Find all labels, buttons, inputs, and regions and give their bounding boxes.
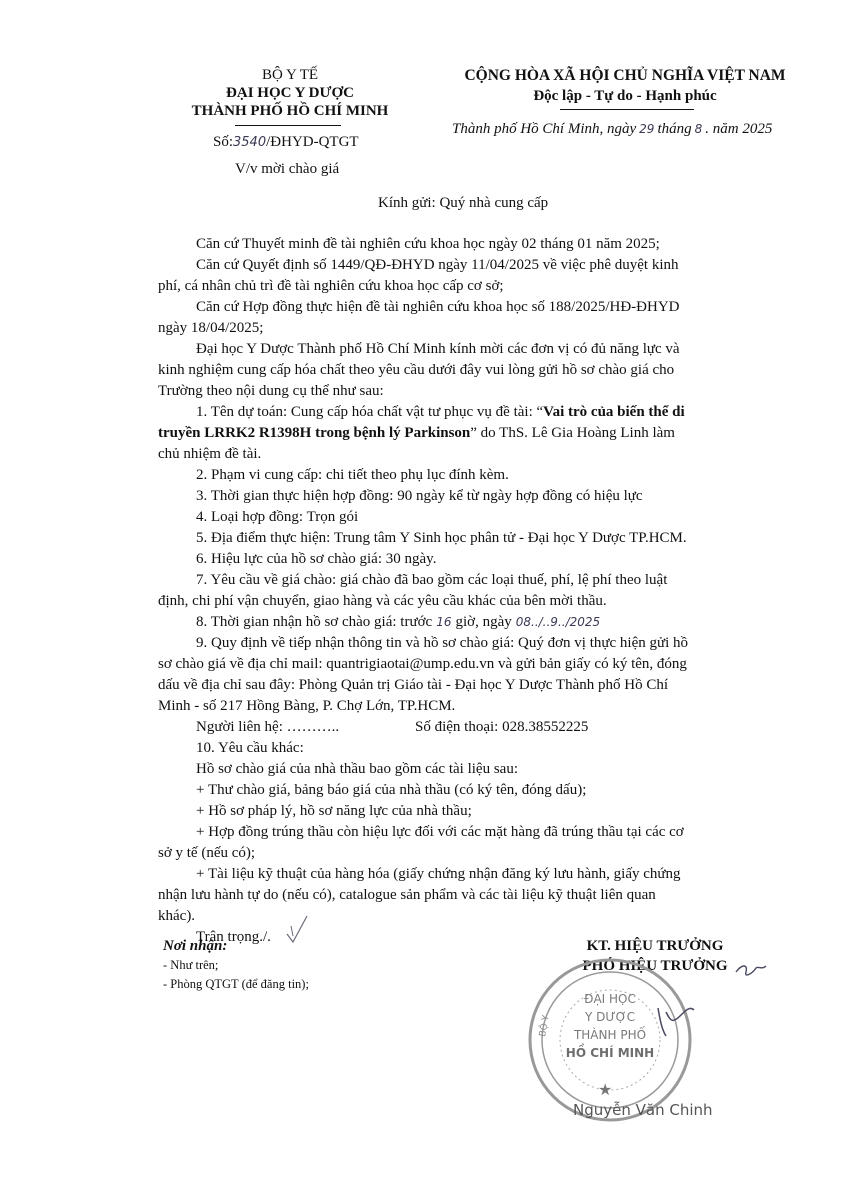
item-1-line-3: chủ nhiệm đề tài. (158, 446, 262, 462)
item-10-line: + Thư chào giá, bảng báo giá của nhà thầu (có ký tên, đóng dấu); (196, 782, 587, 798)
item-8-line (196, 613, 600, 631)
item-line: định, chi phí vận chuyển, giao hàng và các yêu cầu khác của bên mời thầu. (158, 593, 607, 609)
stamp-line-2: Y DƯỢC (584, 1010, 636, 1024)
deadline-date-handwritten: 08../..9../2025 (515, 615, 601, 629)
date-day-handwritten: 29 (639, 122, 655, 136)
stamp-side-text: BỘ Y (538, 1014, 552, 1038)
item-10-line: 10. Yêu cầu khác: (196, 740, 304, 756)
national-motto: Độc lập - Tự do - Hạnh phúc (533, 88, 717, 104)
number-suffix: /ĐHYD-QTGT (266, 134, 359, 150)
body-line: phí, cá nhân chủ trì đề tài nghiên cứu khoa học cấp cơ sở; (158, 278, 504, 294)
date-month-handwritten: 8 (694, 122, 703, 136)
stamp-line-1: ĐẠI HỌC (584, 992, 636, 1006)
number-handwritten: 3540 (233, 135, 267, 150)
item-1-prefix: 1. Tên dự toán: Cung cấp hóa chất vật tư phục vụ đề tài: “ (196, 404, 544, 420)
item-9-line: 9. Quy định về tiếp nhận thông tin và hồ sơ chào giá: Quý đơn vị thực hiện gửi hồ (196, 635, 689, 651)
item-10-line: Hồ sơ chào giá của nhà thầu bao gồm các tài liệu sau: (196, 761, 518, 777)
date-month-label: tháng (657, 121, 692, 137)
item-10-line: + Hợp đồng trúng thầu còn hiệu lực đối với các mặt hàng đã trúng thầu tại các cơ (196, 824, 684, 840)
initial-mark (283, 912, 313, 948)
item-line: 5. Địa điểm thực hiện: Trung tâm Y Sinh học phân tử - Đại học Y Dược TP.HCM. (196, 530, 687, 546)
date-year: . năm 2025 (705, 121, 773, 137)
university-name: ĐẠI HỌC Y DƯỢC (226, 85, 354, 101)
issue-date (452, 120, 772, 138)
body-line: Căn cứ Quyết định số 1449/QĐ-ĐHYD ngày 11/04/2025 về việc phê duyệt kinh (196, 257, 679, 273)
number-prefix: Số: (213, 134, 234, 150)
country-name: CỘNG HÒA XÃ HỘI CHỦ NGHĨA VIỆT NAM (464, 67, 786, 84)
item-9-line: dấu về địa chỉ sau đây: Phòng Quản trị Giáo tài - Đại học Y Dược Thành phố Hồ Chí (158, 677, 668, 693)
issuer-block (150, 66, 430, 120)
stamp-line-4: HỒ CHÍ MINH (565, 1046, 655, 1060)
item-line: 2. Phạm vi cung cấp: chi tiết theo phụ lục đính kèm. (196, 467, 509, 483)
item-10-line: nhận lưu hành tự do (nếu có), catalogue sản phẩm và các tài liệu kỹ thuật liên quan (158, 887, 656, 903)
item-1-line-2 (158, 424, 675, 442)
item-10-line: + Tài liệu kỹ thuật của hàng hóa (giấy chứng nhận đăng ký lưu hành, giấy chứng (196, 866, 681, 882)
item-8-prefix: 8. Thời gian nhận hồ sơ chào giá: trước (196, 614, 433, 630)
date-prefix: Thành phố Hồ Chí Minh, ngày (452, 121, 637, 137)
university-city: THÀNH PHỐ HỒ CHÍ MINH (191, 103, 389, 119)
stamp-line-3: THÀNH PHỐ (573, 1028, 647, 1042)
body-line: Căn cứ Hợp đồng thực hiện đề tài nghiên cứu khoa học số 188/2025/HĐ-ĐHYD (196, 299, 680, 315)
item-1-line-1 (196, 403, 685, 421)
motto-underline (560, 109, 694, 110)
issuer-underline (235, 125, 341, 126)
star-icon: ★ (598, 1080, 613, 1099)
item-line: 4. Loại hợp đồng: Trọn gói (196, 509, 359, 525)
item-line: 6. Hiệu lực của hồ sơ chào giá: 30 ngày. (196, 551, 437, 567)
recipient-line: - Phòng QTGT (để đăng tin); (163, 977, 309, 991)
item-9-line: sơ chào giá về địa chỉ mail: quantrigiaotai@ump.edu.vn và gửi bản giấy có ký tên, đóng (158, 656, 687, 672)
signer-name: Nguyễn Văn Chinh (573, 1101, 713, 1119)
signer-role-line-2: PHÓ HIỆU TRƯỞNG (582, 958, 728, 974)
greeting: Kính gửi: Quý nhà cung cấp (378, 195, 549, 211)
project-title-part-2: truyền LRRK2 R1398H trong bệnh lý Parkinson (158, 425, 471, 441)
national-header (435, 66, 815, 106)
item-10-line: khác). (158, 908, 196, 924)
contact-person: Người liên hệ: ……….. (196, 719, 340, 735)
document-number (213, 133, 359, 152)
subject-line: V/v mời chào giá (235, 161, 340, 177)
body-line: ngày 18/04/2025; (158, 320, 264, 336)
body-line: Căn cứ Thuyết minh đề tài nghiên cứu khoa học ngày 02 tháng 01 năm 2025; (196, 236, 660, 252)
body-line: Đại học Y Dược Thành phố Hồ Chí Minh kính mời các đơn vị có đủ năng lực và (196, 341, 680, 357)
item-8-mid: giờ, ngày (455, 614, 512, 630)
recipients-title: Nơi nhận: (163, 938, 228, 954)
contact-phone: Số điện thoại: 028.38552225 (415, 719, 589, 735)
item-line: 3. Thời gian thực hiện hợp đồng: 90 ngày kể từ ngày hợp đồng có hiệu lực (196, 488, 643, 504)
signer-role-line-1: KT. HIỆU TRƯỞNG (586, 938, 724, 954)
item-9-line: Minh - số 217 Hồng Bàng, P. Chợ Lớn, TP.HCM. (158, 698, 456, 714)
deadline-hour-handwritten: 16 (436, 615, 452, 629)
body-line: Trường theo nội dung cụ thể như sau: (158, 383, 384, 399)
item-line: 7. Yêu cầu về giá chào: giá chào đã bao gồm các loại thuế, phí, lệ phí theo luật (196, 572, 668, 588)
handwritten-signature (640, 950, 780, 1040)
item-1-suffix: ” do ThS. Lê Gia Hoàng Linh làm (470, 425, 675, 441)
ministry-name: BỘ Y TẾ (261, 67, 319, 83)
closing: Trân trọng./. (196, 929, 271, 945)
recipient-line: - Như trên; (163, 958, 219, 972)
item-10-line: + Hồ sơ pháp lý, hồ sơ năng lực của nhà thầu; (196, 803, 472, 819)
project-title-part-1: Vai trò của biến thể di (543, 404, 685, 420)
item-10-line: sở y tế (nếu có); (158, 845, 256, 861)
body-line: kinh nghiệm cung cấp hóa chất theo yêu cầu dưới đây vui lòng gửi hồ sơ chào giá cho (158, 362, 675, 378)
